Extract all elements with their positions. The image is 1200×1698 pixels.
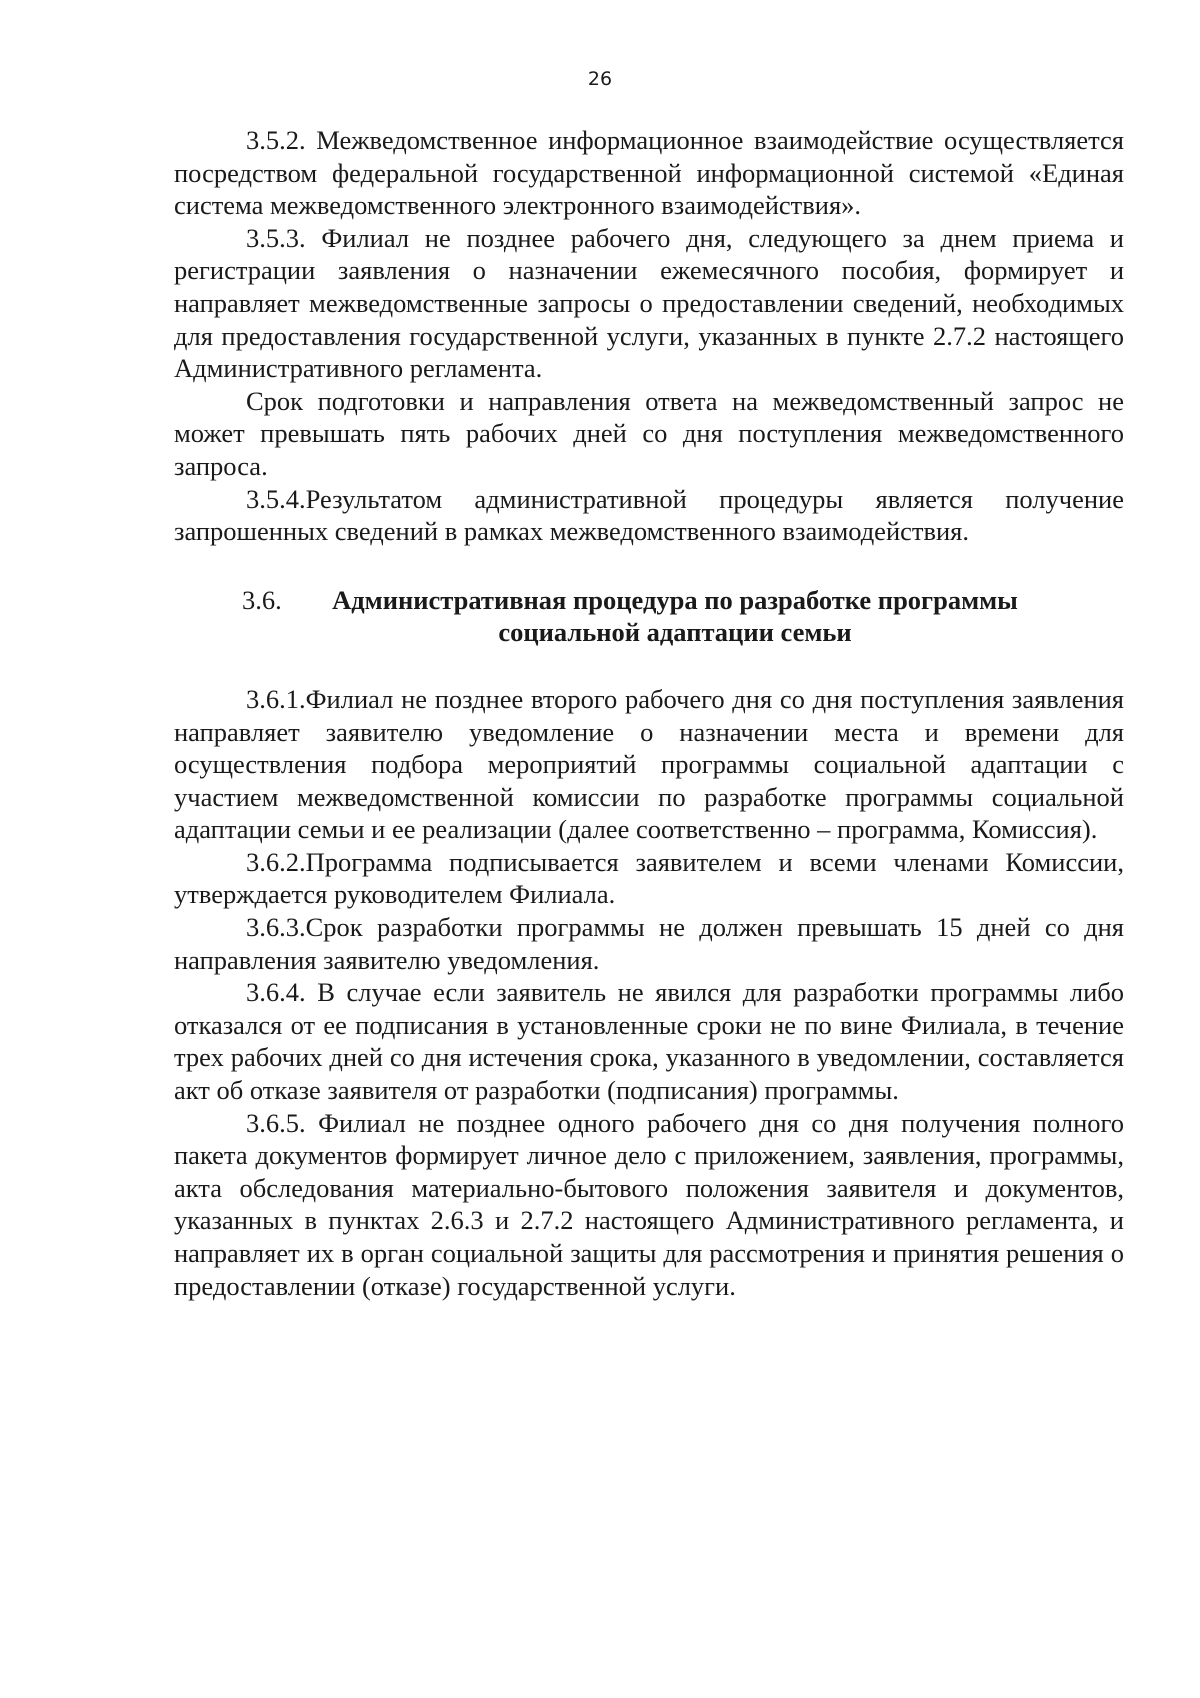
page-number: 26	[587, 68, 613, 90]
paragraph-3-6-1: 3.6.1.Филиал не позднее второго рабочего дня со дня поступления заявления направляет заявителю уведомление о назначении места и времени для осуществления подбора мероприятий программы социальной адаптации с участием межведомственной комиссии по разработке программы социальной адаптации семьи и ее реализации (далее соответственно – программа, Комиссия).	[174, 683, 1124, 845]
paragraph-3-6-5: 3.6.5. Филиал не позднее одного рабочего дня со дня получения полного пакета документов формирует личное дело с приложением, заявления, программы, акта обследования материально-бытового положения заявителя и документов, указанных в пунктах 2.6.3 и 2.7.2 настоящего Административного регламента, и направляет их в орган социальной защиты для рассмотрения и принятия решения о предоставлении (отказе) государственной услуги.	[174, 1107, 1124, 1301]
paragraph-3-6-3: 3.6.3.Срок разработки программы не должен превышать 15 дней со дня направления заявителю уведомления.	[174, 912, 1124, 975]
paragraph-3-5-2: 3.5.2. Межведомственное информационное взаимодействие осуществляется посредством федеральной государственной информационной системой «Единая система межведомственного электронного взаимодействия».	[174, 125, 1124, 221]
paragraph-3-5-3: 3.5.3. Филиал не позднее рабочего дня, следующего за днем приема и регистрации заявления о назначении ежемесячного пособия, формирует и направляет межведомственные запросы о предоставлении сведений, необходимых для предоставления государственной услуги, указанных в пункте 2.7.2 настоящего Административного регламента.	[174, 222, 1124, 384]
paragraph-3-6-2: 3.6.2.Программа подписывается заявителем и всеми членами Комиссии, утверждается руководителем Филиала.	[174, 846, 1124, 910]
paragraph-3-6-4: 3.6.4. В случае если заявитель не явился для разработки программы либо отказался от ее подписания в установленные сроки не по вине Филиала, в течение трех рабочих дней со дня истечения срока, указанного в уведомлении, составляется акт об отказе заявителя от разработки (подписания) программы.	[174, 977, 1124, 1106]
section-title: Административная процедура по разработке программы социальной адаптации семьи	[332, 584, 1018, 648]
paragraph-3-5-4: 3.5.4.Результатом административной процедуры является получение запрошенных сведений в рамках межведомственного взаимодействия.	[174, 483, 1124, 547]
section-heading-3-6	[174, 584, 1124, 649]
paragraph-response-deadline: Срок подготовки и направления ответа на межведомственный запрос не может превышать пять рабочих дней со дня поступления межведомственного запроса.	[174, 385, 1124, 481]
document-body	[174, 124, 1124, 1302]
section-number: 3.6.	[242, 584, 282, 615]
